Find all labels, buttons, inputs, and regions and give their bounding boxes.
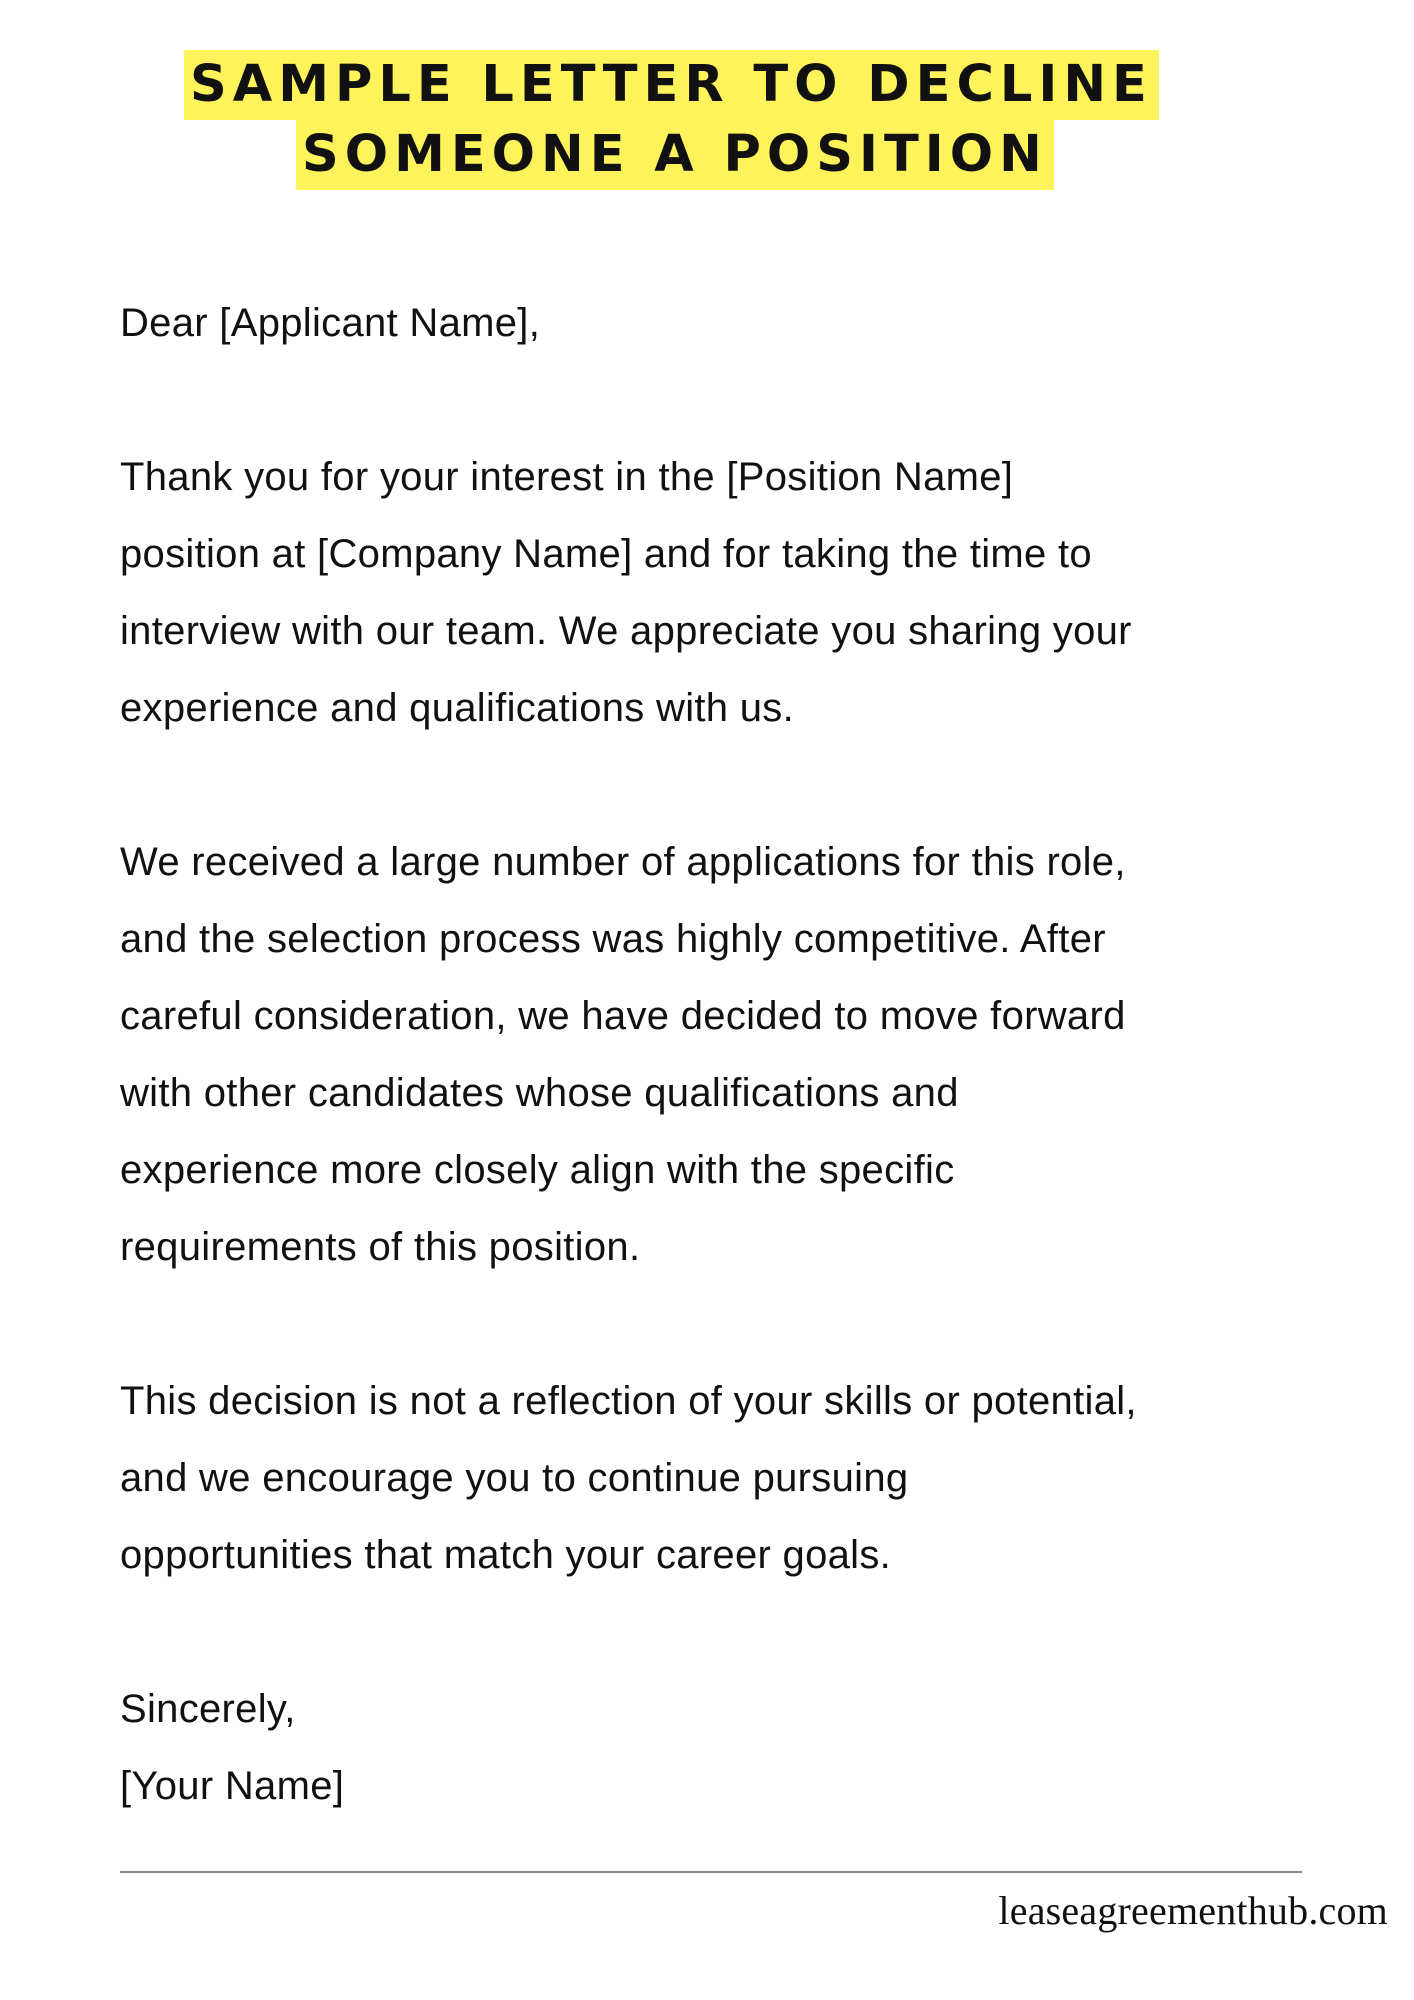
title-line-1: SAMPLE LETTER TO DECLINE [184,50,1159,120]
paragraph-3 [120,1363,1320,1594]
spacer [120,1594,1320,1671]
paragraph-1-line: interview with our team. We appreciate you sharing your [120,609,1132,653]
spacer [120,747,1320,824]
letter-body [120,285,1320,1825]
closing: Sincerely, [120,1687,296,1731]
spacer [120,362,1320,439]
paragraph-3-line: This decision is not a reflection of your skills or potential, [120,1379,1137,1423]
footer-website: leaseagreementhub.com [998,1888,1388,1933]
paragraph-1 [120,439,1320,747]
footer-divider [120,1871,1302,1873]
greeting: Dear [Applicant Name], [120,301,541,345]
paragraph-2-line: and the selection process was highly competitive. After [120,917,1106,961]
paragraph-2-line: careful consideration, we have decided to move forward [120,994,1126,1038]
paragraph-3-line: opportunities that match your career goals. [120,1533,892,1577]
paragraph-2 [120,824,1320,1286]
document-title [0,50,1414,190]
paragraph-2-line: We received a large number of applications for this role, [120,840,1126,884]
paragraph-1-line: position at [Company Name] and for taking the time to [120,532,1092,576]
signature-placeholder: [Your Name] [120,1764,345,1808]
title-line-2: SOMEONE A POSITION [296,120,1054,190]
paragraph-1-line: experience and qualifications with us. [120,686,795,730]
spacer [120,1286,1320,1363]
paragraph-1-line: Thank you for your interest in the [Position Name] [120,455,1014,499]
paragraph-2-line: experience more closely align with the specific [120,1148,955,1192]
paragraph-2-line: with other candidates whose qualifications and [120,1071,959,1115]
paragraph-2-line: requirements of this position. [120,1225,641,1269]
paragraph-3-line: and we encourage you to continue pursuing [120,1456,909,1500]
